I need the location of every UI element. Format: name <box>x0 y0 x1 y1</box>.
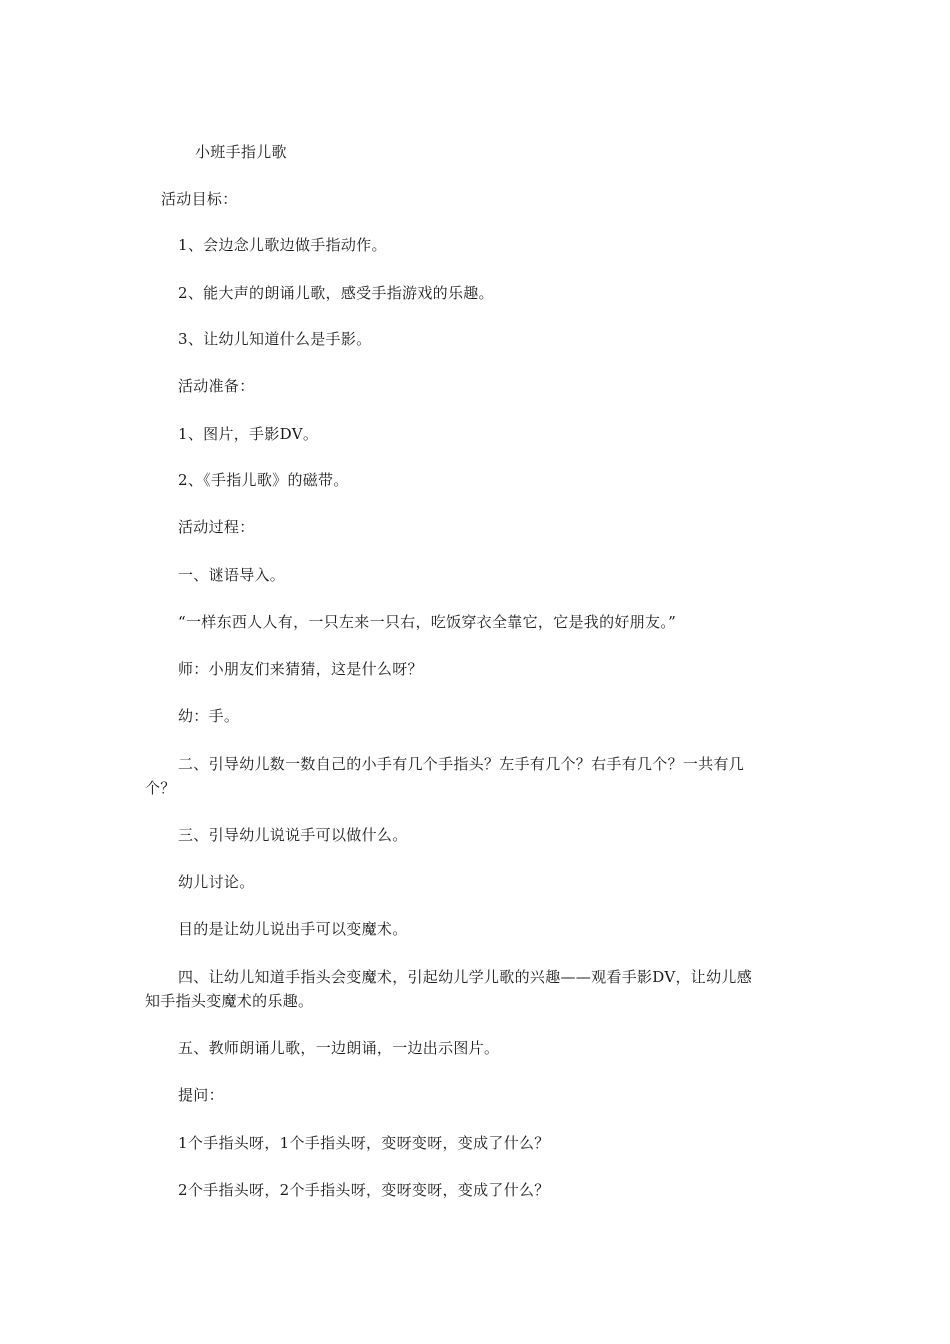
question-heading: 提问： <box>178 1086 224 1104</box>
process-heading: 活动过程： <box>178 518 255 536</box>
step-2-line-2: 个？ <box>145 779 176 797</box>
goal-2: 2、能大声的朗诵儿歌，感受手指游戏的乐趣。 <box>178 284 494 302</box>
verse-1: 1个手指头呀，1个手指头呀，变呀变呀，变成了什么？ <box>178 1134 550 1152</box>
teacher-question: 师：小朋友们来猜猜，这是什么呀？ <box>178 660 423 678</box>
step-2-line-1: 二、引导幼儿数一数自己的小手有几个手指头？左手有几个？右手有几个？一共有几 <box>178 755 745 773</box>
step-4-line-2: 知手指头变魔术的乐趣。 <box>145 992 314 1010</box>
verse-2: 2个手指头呀，2个手指头呀，变呀变呀，变成了什么？ <box>178 1181 550 1199</box>
riddle-text: “一样东西人人有，一只左来一只右，吃饭穿衣全靠它，它是我的好朋友。” <box>178 613 677 631</box>
step-4-line-1: 四、让幼儿知道手指头会变魔术，引起幼儿学儿歌的兴趣——观看手影DV，让幼儿感 <box>178 968 752 986</box>
goal-1: 1、会边念儿歌边做手指动作。 <box>178 236 387 254</box>
prep-heading: 活动准备： <box>178 377 255 395</box>
discussion: 幼儿讨论。 <box>178 873 255 891</box>
child-answer: 幼：手。 <box>178 707 240 725</box>
document-title: 小班手指儿歌 <box>195 143 287 161</box>
step-3: 三、引导幼儿说说手可以做什么。 <box>178 826 408 844</box>
goal-3: 3、让幼儿知道什么是手影。 <box>178 330 372 348</box>
prep-2: 2、《手指儿歌》的磁带。 <box>178 471 349 489</box>
prep-1: 1、图片，手影DV。 <box>178 425 319 443</box>
purpose: 目的是让幼儿说出手可以变魔术。 <box>178 920 408 938</box>
step-1: 一、谜语导入。 <box>178 566 286 584</box>
goals-heading: 活动目标： <box>161 190 238 208</box>
step-5: 五、教师朗诵儿歌，一边朗诵，一边出示图片。 <box>178 1039 500 1057</box>
